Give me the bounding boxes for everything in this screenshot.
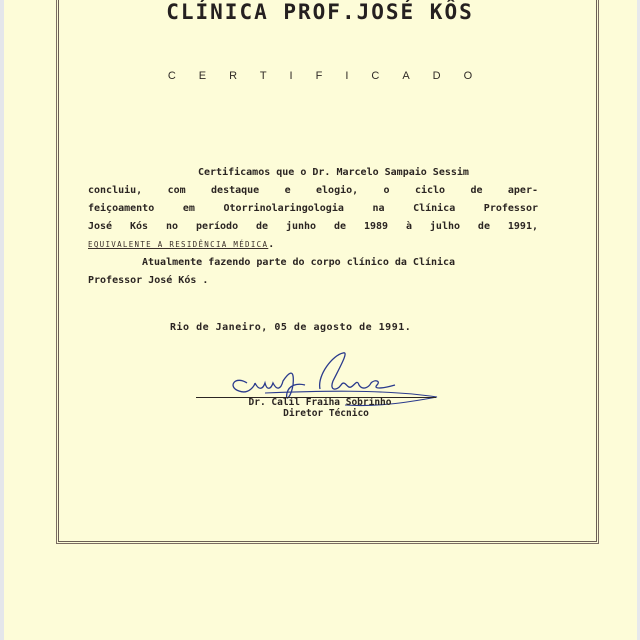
signer-role: Diretor Técnico: [283, 408, 369, 419]
body-line-2: concluiu, com destaque e elogio, o ciclo de aper-: [88, 185, 538, 196]
period-mark: .: [268, 239, 275, 250]
signer-name: Dr. Calil Fraiha Sobrinho: [248, 397, 392, 408]
clinic-header: CLÍNICA PROF.JOSÉ KÔS: [166, 0, 474, 24]
residency-equivalence-note: EQUIVALENTE A RESIDÊNCIA MÉDICA: [88, 240, 269, 249]
place-and-date: Rio de Janeiro, 05 de agosto de 1991.: [170, 322, 412, 333]
scan-edge-left: [0, 0, 4, 640]
body-line-3: feiçoamento em Otorrinolaringologia na Clínica Professor: [88, 203, 538, 214]
certificate-body: [88, 164, 538, 290]
certificate-title: CERTIFICADO: [167, 70, 496, 82]
body-line-7: Professor José Kós .: [88, 275, 209, 286]
body-line-4: José Kós no período de junho de 1989 à julho de 1991,: [88, 221, 538, 232]
body-line-1: Certificamos que o Dr. Marcelo Sampaio Sessim: [198, 167, 469, 178]
body-line-5: [88, 236, 538, 254]
body-line-6: Atualmente fazendo parte do corpo clínico da Clínica: [142, 257, 456, 268]
